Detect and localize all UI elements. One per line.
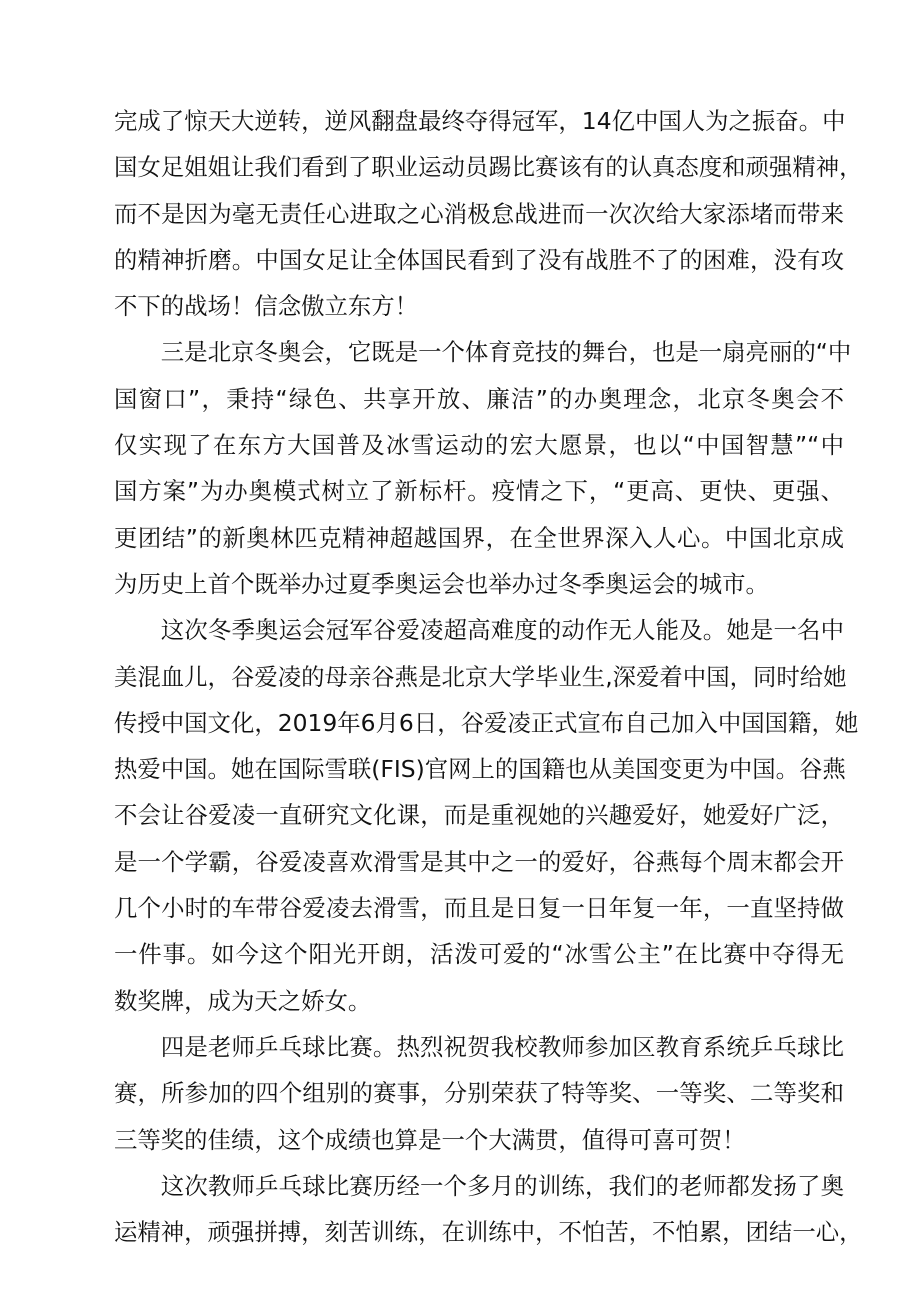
text-line: 更团结”的新奥林匹克精神超越国界，在全世界深入人心。中国北京成 [114, 523, 844, 552]
text-line: 赛，所参加的四个组别的赛事，分别荣获了特等奖、一等奖、二等奖和 [114, 1079, 844, 1108]
text-line: 国窗口”，秉持“绿色、共享开放、廉洁”的办奥理念，北京冬奥会不 [114, 384, 844, 413]
paragraph-p2 [114, 329, 852, 607]
paragraph-p5 [114, 1163, 863, 1256]
text-line: 完成了惊天大逆转，逆风翻盘最终夺得冠军，14亿中国人为之振奋。中 [114, 107, 846, 135]
document-body [114, 98, 863, 1255]
text-line: 的精神折磨。中国女足让全体国民看到了没有战胜不了的困难，没有攻 [114, 245, 844, 274]
text-line: 不下的战场！信念傲立东方！ [114, 292, 419, 321]
text-line: 传授中国文化，2019年6月6日，谷爱凌正式宣布自己加入中国国籍，她 [114, 708, 859, 737]
text-line: 而不是因为毫无责任心进取之心消极怠战进而一次次给大家添堵而带来 [114, 199, 844, 228]
text-line: 仅实现了在东方大国普及冰雪运动的宏大愿景，也以“中国智慧”“中 [114, 431, 844, 460]
text-line: 三是北京冬奥会，它既是一个体育竞技的舞台，也是一扇亮丽的“中 [160, 338, 852, 367]
text-line: 这次冬季奥运会冠军谷爱凌超高难度的动作无人能及。她是一名中 [160, 616, 844, 645]
text-line: 不会让谷爱凌一直研究文化课，而是重视她的兴趣爱好，她爱好广泛， [114, 801, 844, 830]
text-line: 这次教师乒乓球比赛历经一个多月的训练，我们的老师都发扬了奥 [160, 1171, 844, 1200]
text-line: 数奖牌，成为天之娇女。 [114, 986, 372, 1015]
text-line: 国方案”为办奥模式树立了新标杆。疫情之下，“更高、更快、更强、 [114, 477, 844, 506]
paragraph-p1 [114, 98, 863, 329]
text-line: 四是老师乒乓球比赛。热烈祝贺我校教师参加区教育系统乒乓球比 [160, 1032, 844, 1061]
paragraph-p4 [114, 1024, 844, 1163]
text-line: 三等奖的佳绩，这个成绩也算是一个大满贯，值得可喜可贺！ [114, 1125, 746, 1154]
text-line: 为历史上首个既举办过夏季奥运会也举办过冬季奥运会的城市。 [114, 569, 769, 598]
text-line: 运精神，顽强拼搏，刻苦训练，在训练中，不怕苦，不怕累，团结一心， [114, 1218, 863, 1247]
text-line: 国女足姐姐让我们看到了职业运动员踢比赛该有的认真态度和顽强精神， [114, 153, 863, 182]
text-line: 是一个学霸，谷爱凌喜欢滑雪是其中之一的爱好，谷燕每个周末都会开 [114, 847, 844, 876]
text-line: 热爱中国。她在国际雪联(FIS)官网上的国籍也从美国变更为中国。谷燕 [114, 755, 846, 784]
text-line: 几个小时的车带谷爱凌去滑雪，而且是日复一日年复一年，一直坚持做 [114, 894, 844, 923]
paragraph-p3 [114, 607, 859, 1024]
text-line: 一件事。如今这个阳光开朗，活泼可爱的“冰雪公主”在比赛中夺得无 [114, 940, 844, 969]
text-line: 美混血儿，谷爱凌的母亲谷燕是北京大学毕业生,深爱着中国，同时给她 [114, 662, 847, 691]
